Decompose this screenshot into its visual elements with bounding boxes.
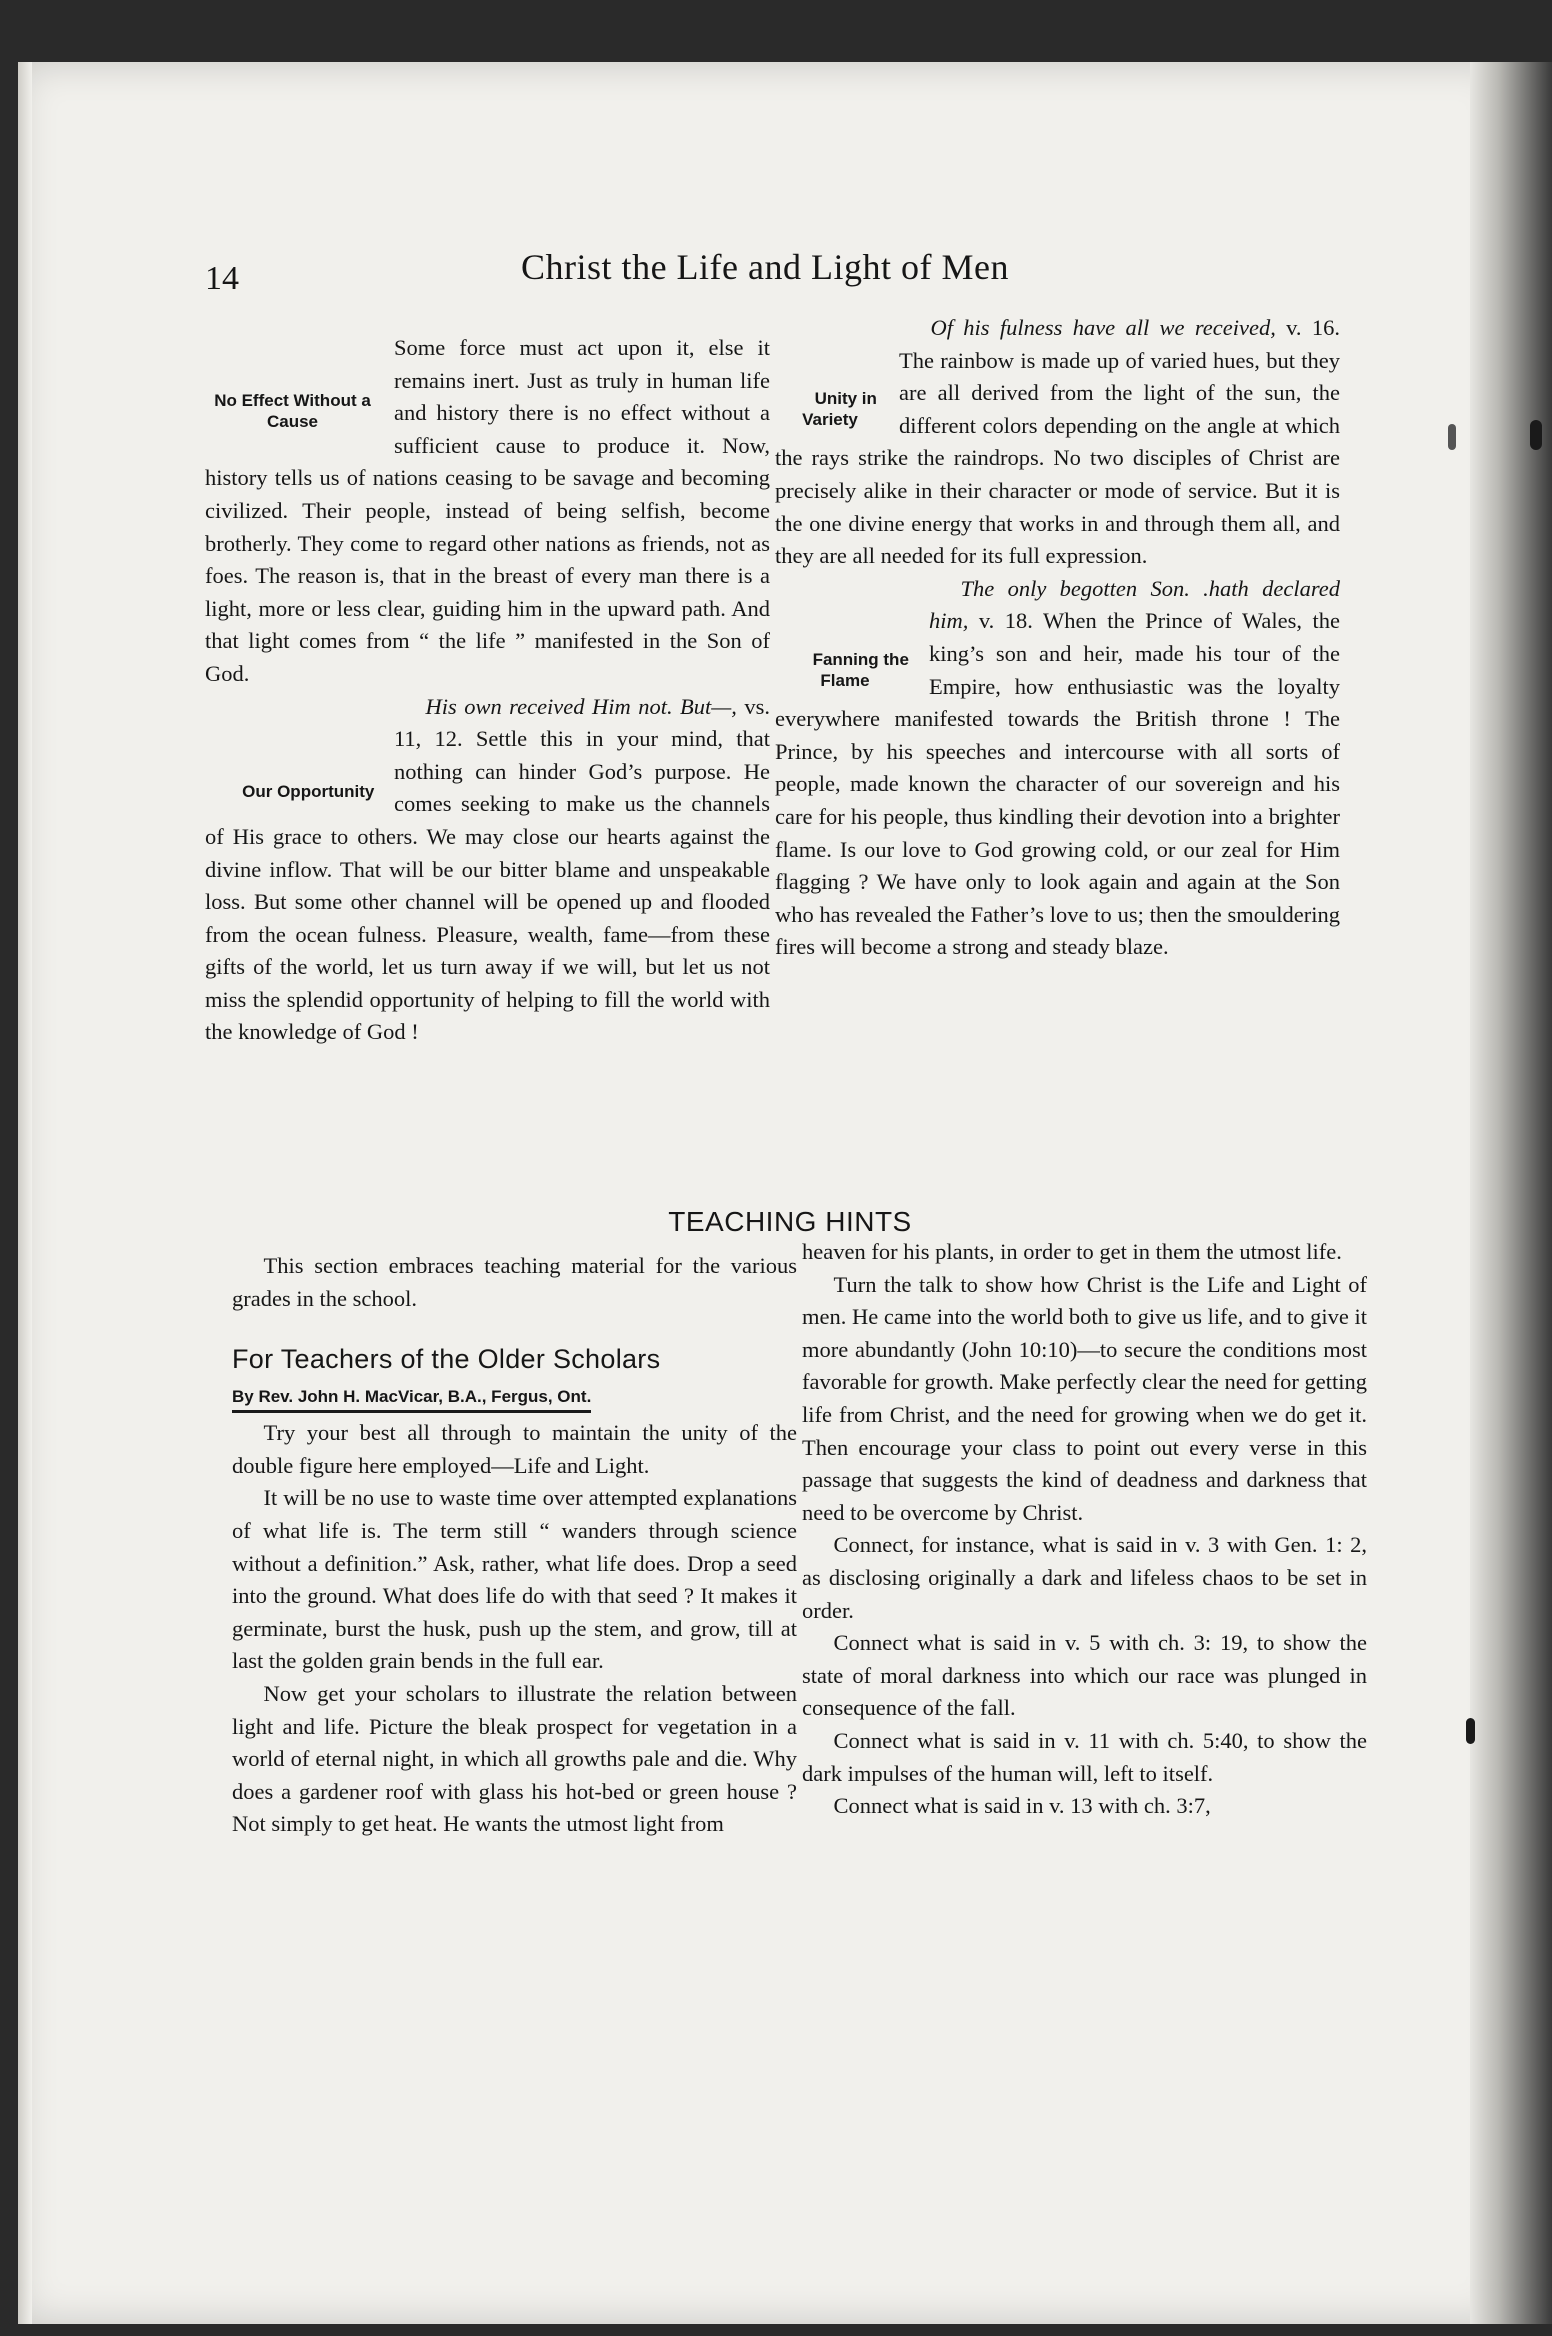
column-left-bottom (232, 1250, 797, 2080)
paragraph-text: vs. 11, 12. Settle this in your mind, that nothing can hinder God’s purpose. He comes seeking to make us the channels of His grace to others. We may close our hearts against the divine inflow. That will be our bitter blame and unspeakable loss. But some other channel will be opened up and flooded from the ocean fulness. Pleasure, wealth, fame—from these gifts of the world, let us turn away if we will, but let us not miss the splendid opportunity of helping to fill the world with the knowledge of God ! (205, 693, 770, 1045)
column-right-bottom (802, 1236, 1367, 2066)
binding-mark (1466, 1718, 1475, 1744)
paragraph: Connect what is said in v. 5 with ch. 3: 19, to show the state of moral darkness into which our race was plunged in consequence of the fall. (802, 1630, 1367, 1721)
paragraph (775, 312, 1340, 573)
subheading: For Teachers of the Older Scholars (232, 1344, 661, 1375)
paragraph: Now get your scholars to illustrate the relation between light and life. Picture the bleak prospect for vegetation in a world of eternal night, in which all growths pale and die. Why does a gardener roof with glass his hot-bed or green house ? Not simply to get heat. He wants the utmost light from (232, 1680, 797, 1837)
column-left-top (205, 332, 770, 1222)
paragraph (205, 691, 770, 1050)
paragraph: Turn the talk to show how Christ is the Life and Light of men. He came into the world both to give us life, and to give it more abundantly (John 10:10)—to secure the conditions most favorable for growth. Make perfectly clear the need for getting life from Christ, and the need for growing when we do get it. Then encourage your class to point out every verse in this passage that suggests the kind of deadness and darkness that need to be overcome by Christ. (802, 1271, 1367, 1525)
binding-mark (1448, 424, 1456, 450)
scripture-quote: Of his fulness have all we received, (930, 315, 1276, 340)
page-edge-shadow (1470, 62, 1552, 2324)
paragraph: Try your best all through to maintain the unity of the double figure here employed—Life and Light. (232, 1420, 797, 1478)
column-right-top (775, 312, 1340, 1202)
paragraph (205, 332, 770, 691)
side-heading: Fanning the Flame (812, 649, 909, 690)
paragraph-text: Some force must act upon it, else it remains inert. Just as truly in human life and history there is no effect without a sufficient cause to produce it. Now, history tells us of nations ceasing to be savage and becoming civilized. Their people, instead of being selfish, become brotherly. They come to regard other nations as friends, not as foes. The reason is, that in the breast of every man there is a light, more or less clear, guiding him in the upward path. And that light comes from “ the life ” manifested in the Son of God. (205, 335, 770, 686)
paragraph: heaven for his plants, in order to get in them the utmost life. (802, 1239, 1342, 1264)
paragraph: Connect what is said in v. 13 with ch. 3:7, (833, 1793, 1211, 1819)
section-title: TEACHING HINTS (668, 1206, 912, 1237)
paragraph: It will be no use to waste time over attempted explanations of what life is. The term still “ wanders through science without a definition.” Ask, rather, what life does. Drop a seed into the ground. What does life do with that seed ? It makes it germinate, burst the husk, push up the stem, and grow, till at last the golden grain bends in the full ear. (232, 1485, 797, 1674)
running-title: Christ the Life and Light of Men (521, 247, 1009, 287)
binding-mark (1530, 420, 1542, 450)
section-intro: This section embraces teaching material for the various grades in the school. (232, 1253, 797, 1311)
page-header (205, 246, 1325, 306)
byline: By Rev. John H. MacVicar, B.A., Fergus, Ont. (232, 1385, 591, 1413)
paragraph: Connect, for instance, what is said in v. 3 with Gen. 1: 2, as disclosing originally a dark and lifeless chaos to be set in order. (802, 1532, 1367, 1623)
page-number: 14 (205, 260, 239, 297)
side-heading: Our Opportunity (242, 781, 375, 801)
scripture-quote: The only begotten Son. .hath declared him, (929, 575, 1340, 634)
page-gutter-shadow (18, 62, 32, 2324)
side-heading: No Effect Without a Cause (214, 391, 371, 431)
paragraph (775, 573, 1340, 964)
paragraph-text: v. 18. When the Prince of Wales, the king’s son and heir, made his tour of the Empire, how enthusiastic was the loyalty everywhere manifested towards the British throne ! The Prince, by his speeches and intercourse with all sorts of people, made known the character of our sovereign and his care for his people, thus kindling their devotion into a brighter flame. Is our love to God growing cold, or our zeal for Him flagging ? We have only to look again and again at the Son who has revealed the Father’s love to us; then the smouldering fires will become a strong and steady blaze. (775, 608, 1340, 960)
side-heading: Unity in Variety (802, 389, 877, 429)
scripture-quote: His own received Him not. But—, (425, 693, 737, 719)
paragraph-text: v. 16. The rainbow is made up of varied hues, but they are all derived from the light of the sun, the different colors depending on the angle at which the rays strike the raindrops. No two disciples of Christ are precisely alike in their character or mode of service. But it is the one divine energy that works in and through them all, and they are all needed for its full expression. (775, 315, 1340, 569)
paragraph: Connect what is said in v. 11 with ch. 5:40, to show the dark impulses of the human will, left to itself. (802, 1727, 1367, 1786)
